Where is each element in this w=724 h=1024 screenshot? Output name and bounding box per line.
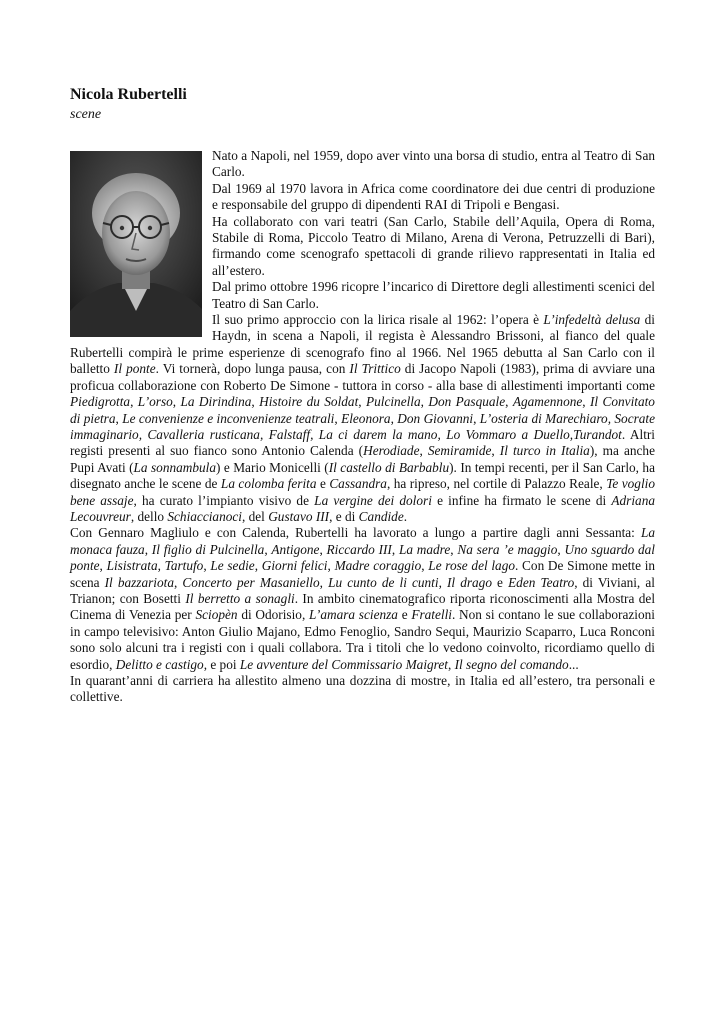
text-run: , [264, 541, 272, 557]
italic-title-text: Sciopèn [195, 607, 238, 623]
text-run: , [174, 574, 183, 590]
italic-title-text: Il segno del comando [454, 656, 569, 672]
text-run: , di Viviani, al Trianon; con Bosetti [70, 574, 655, 606]
italic-title-text: Il ponte [113, 361, 156, 377]
text-run: , [319, 541, 327, 557]
text-run: , del [241, 508, 269, 524]
italic-title-text: Cassandra [329, 476, 387, 492]
text-run: , [144, 541, 152, 557]
italic-title-text: Eleonora [341, 410, 391, 426]
italic-title-text: La vergine dei dolori [314, 492, 432, 508]
italic-title-text: Eden Teatro [508, 574, 575, 590]
italic-title-text: Il Convitato di pietra [70, 394, 655, 426]
text-run: , [99, 558, 107, 574]
italic-title-text: Le sedie [210, 558, 255, 574]
text-run: e [316, 476, 330, 492]
text-run: ). In tempi recenti, per il San Carlo, ha disegnato anche le scene de [70, 459, 655, 492]
text-run: Nato a Napoli, nel 1959, dopo aver vinto una borsa di studio, entra al Teatro di San Carlo. [212, 148, 655, 180]
text-run: , [438, 574, 447, 590]
italic-title-text: Adriana Lecouvreur [70, 492, 655, 524]
italic-title-text: Le convenienze e inconvenienze teatrali [122, 410, 335, 426]
text-run: , [334, 410, 342, 426]
italic-title-text: Il turco in Italia [499, 443, 590, 459]
text-run: , [130, 394, 138, 410]
text-run: , e di [329, 508, 359, 524]
italic-title-text: Lisistrata [106, 558, 158, 574]
text-run: , [491, 443, 500, 459]
text-run: , ha ripreso, nel cortile di Palazzo Reale, [386, 476, 607, 492]
italic-title-text: Delitto e castigo [115, 656, 204, 672]
text-run: di Odorisio, [237, 607, 310, 623]
text-run: . Vi tornerà, dopo lunga pausa, con [155, 361, 350, 377]
text-run: di Haydn, in scena a Napoli, il regista è Alessandro Brissoni, al fianco del quale Rubertelli compirà le prime esperienze di scenografo fino al 1966. Nel 1965 debutta al San Carlo con il balletto [70, 312, 655, 377]
text-run: ... [568, 656, 579, 672]
text-run: . Non si contano le sue collaborazioni in campo televisivo: Anton Giulio Majano, Edmo Fenoglio, Sandro Sequi, Maurizio Scaparro, Luca Ronconi sono solo alcuni tra i registi con i quali collabora. Tra i titoli che lo vedono coinvolto, ricordiamo quello di esordio, [70, 607, 655, 672]
italic-title-text: L’infedeltà delusa [543, 312, 641, 328]
text-run: Il suo primo approccio con la lirica risale al 1962: l’opera è [212, 312, 544, 328]
text-run: di Jacopo Napoli (1983), prima di avviare una proficua collaborazione con Roberto De Simone - tuttora in corso - alla base di allestimenti importanti come [70, 361, 655, 393]
italic-title-text: Don Giovanni [397, 410, 474, 426]
italic-title-text: Piedigrotta [70, 394, 131, 410]
italic-title-text: Le avventure del Commissario Maigret [239, 656, 448, 672]
text-run: , [582, 394, 590, 410]
italic-title-text: Agamennone [512, 394, 583, 410]
paragraph [70, 312, 655, 525]
text-run: , [390, 410, 398, 426]
italic-title-text: Giorni felici [261, 558, 328, 574]
italic-title-text: Il castello di Barbablu [328, 459, 450, 475]
text-run: . In ambito cinematografico riporta riconoscimenti alla Mostra del Cinema di Venezia per [70, 590, 656, 623]
text-run: , [319, 574, 329, 590]
italic-title-text: Te voglio bene assaje [70, 476, 655, 508]
italic-title-text: Candide [358, 508, 404, 524]
italic-title-text: La madre [398, 541, 451, 557]
italic-title-text: Concerto per Masaniello [182, 574, 320, 590]
italic-title-text: L’amara scienza [309, 607, 398, 623]
text-run: . [403, 508, 408, 524]
text-run: , [557, 541, 565, 557]
italic-title-text: Madre coraggio [334, 558, 422, 574]
italic-title-text: La monaca fauza [70, 525, 655, 557]
italic-title-text: Il figlio di Pulcinella [151, 541, 265, 557]
italic-title-text: Na sera ’e maggio [457, 541, 558, 557]
italic-title-text: La Dirindina [180, 394, 252, 410]
italic-title-text: Schiaccianoci [167, 508, 242, 524]
italic-title-text: Il bazzariota [104, 574, 174, 590]
text-run: , [157, 558, 165, 574]
text-run: ) e Mario Monicelli ( [216, 459, 329, 475]
person-name: Nicola Rubertelli [70, 86, 187, 103]
text-run: e [397, 607, 412, 623]
italic-title-text: La colomba ferita [220, 476, 317, 492]
text-run: Dal primo ottobre 1996 ricopre l’incarico di Direttore degli allestimenti scenici del Teatro di San Carlo. [212, 279, 655, 311]
text-run: , [505, 394, 513, 410]
person-role: scene [70, 107, 102, 122]
text-run: . Altri registi presenti al suo fianco sono Antonio Calenda ( [70, 426, 656, 459]
italic-title-text: Gustavo III [268, 508, 330, 524]
text-run: , [473, 410, 480, 426]
text-run: , [447, 656, 455, 672]
italic-title-text: Tartufo [164, 558, 204, 574]
text-run: , [391, 541, 399, 557]
italic-title-text: L’osteria di Marechiaro, Socrate immaginario, Cavalleria rusticana, Falstaff, La ci darem la mano, Lo Vommaro a Duello,Turandot [70, 410, 656, 442]
italic-title-text: Fratelli [411, 607, 452, 623]
text-run: Dal 1969 al 1970 lavora in Africa come coordinatore dei due centri di produzione e responsabile del gruppo di dipendenti RAI di Tripoli e Bengasi. [212, 180, 655, 213]
text-run: , [327, 558, 335, 574]
italic-title-text: Il berretto a sonagli [185, 590, 295, 606]
paragraph [70, 673, 655, 706]
text-run: . Con De Simone mette in scena [70, 558, 656, 590]
italic-title-text: Il Trittico [349, 361, 401, 377]
text-run: , [254, 558, 262, 574]
header [70, 86, 187, 124]
text-run: , [420, 394, 429, 410]
text-run: , [450, 541, 458, 557]
text-run: , [419, 443, 428, 459]
italic-title-text: Il drago [446, 574, 492, 590]
text-run: , [251, 394, 260, 410]
text-run: , ha curato l’impianto visivo de [133, 492, 315, 508]
paragraph [70, 525, 655, 673]
text-run: , e poi [203, 656, 240, 672]
italic-title-text: Semiramide [427, 443, 492, 459]
text-run: , [172, 394, 181, 410]
italic-title-text: Lu cunto de li cunti [328, 574, 439, 590]
text-run: Con Gennaro Magliulo e con Calenda, Rubertelli ha lavorato a lungo a partire dagli anni Sessanta: [70, 525, 641, 541]
italic-title-text: Don Pasquale [428, 394, 506, 410]
italic-title-text: Uno sguardo dal ponte [70, 541, 656, 574]
text-run: ), ma anche Pupi Avati ( [70, 443, 655, 475]
italic-title-text: Riccardo III [326, 541, 392, 557]
italic-title-text: Antigone [271, 541, 320, 557]
biography-body [70, 148, 655, 706]
text-run: e infine ha firmato le scene di [431, 492, 612, 508]
text-run: , [421, 558, 429, 574]
text-run: , [115, 410, 123, 426]
portrait-photo [70, 151, 202, 337]
italic-title-text: La sonnambula [133, 459, 217, 475]
text-run: , [358, 394, 366, 410]
italic-title-text: Le rose del lago [428, 558, 516, 574]
text-run: Ha collaborato con vari teatri (San Carlo, Stabile dell’Aquila, Opera di Roma, Stabile di Roma, Piccolo Teatro di Milano, Arena di Verona, Petruzzelli di Bari), firmando come scenografo spettacoli di grande rilievo rappresentati in Italia ed all’estero. [212, 213, 655, 278]
italic-title-text: Herodiade [363, 443, 420, 459]
text-run: In quarant’anni di carriera ha allestito almeno una dozzina di mostre, in Italia ed all’estero, tra personali e collettive. [70, 673, 655, 705]
text-run: e [491, 574, 509, 590]
text-run: , dello [130, 508, 168, 524]
italic-title-text: L’orso [137, 394, 173, 410]
italic-title-text: Pulcinella [365, 394, 421, 410]
italic-title-text: Histoire du Soldat [259, 394, 359, 410]
text-run: , [203, 558, 211, 574]
